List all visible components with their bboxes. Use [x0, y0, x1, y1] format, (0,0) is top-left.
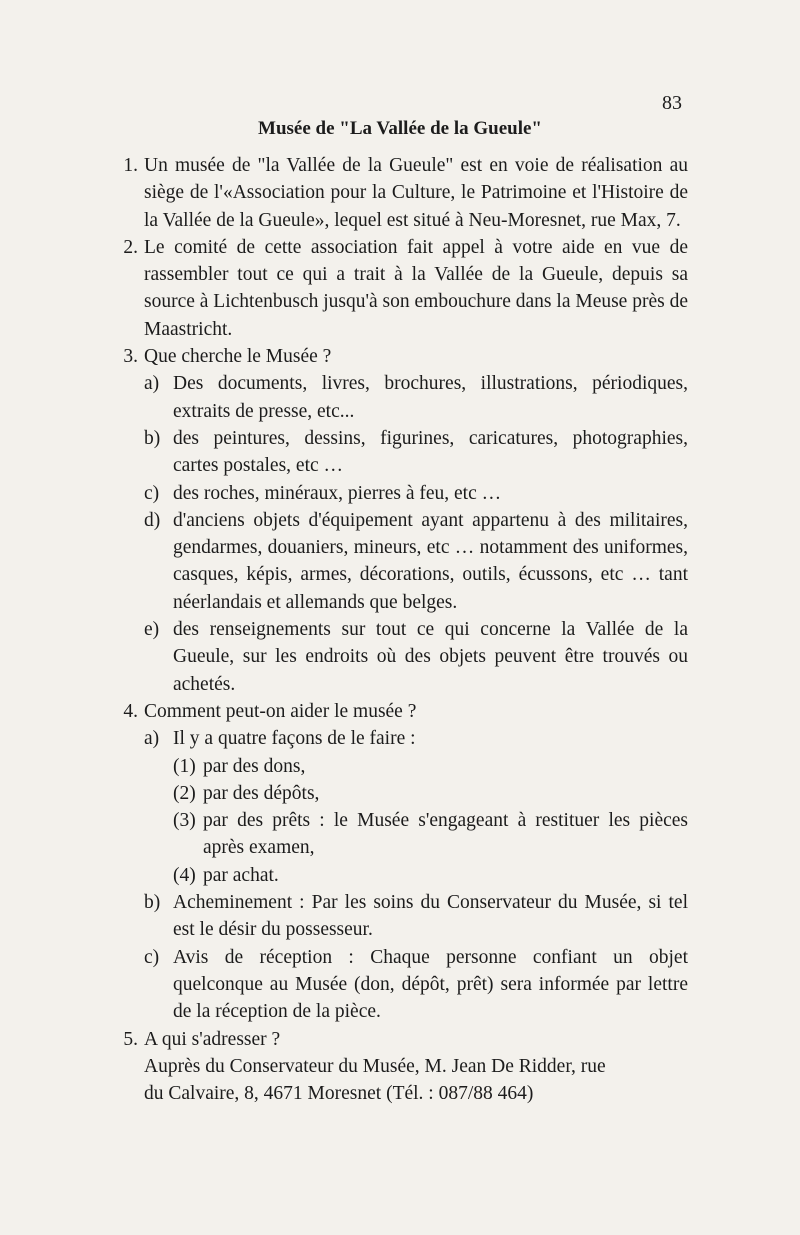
- list-item-3: [98, 343, 688, 698]
- list-item-2: [98, 234, 688, 343]
- sub-item-text: Acheminement : Par les soins du Conservateur du Musée, si tel est le désir du possesseur.: [173, 892, 688, 941]
- sub-item-label: a): [144, 373, 160, 395]
- sub-item-3d: [144, 507, 688, 616]
- address-line: du Calvaire, 8, 4671 Moresnet (Tél. : 087/88 464): [144, 1083, 534, 1105]
- sub-item-label: a): [144, 728, 160, 750]
- item-number: 4.: [123, 700, 138, 722]
- sub-item-4a: [144, 725, 688, 752]
- sub-item-3b: [144, 425, 688, 480]
- document-body: [98, 152, 688, 1107]
- list-item-1: [98, 152, 688, 234]
- way-label: (1): [173, 755, 196, 777]
- sub-item-4b: [144, 889, 688, 944]
- page-number: 83: [662, 92, 682, 114]
- sub-item-label: b): [144, 892, 161, 914]
- way-text: par des dons,: [203, 755, 306, 777]
- address-line: Auprès du Conservateur du Musée, M. Jean De Ridder, rue: [144, 1055, 606, 1077]
- item-number: 2.: [123, 236, 138, 258]
- sub-item-4c: [144, 944, 688, 1026]
- sub-item-text: Il y a quatre façons de le faire :: [173, 728, 416, 750]
- item-number: 3.: [123, 346, 138, 368]
- sub-item-3c: [144, 480, 688, 507]
- list-item-4: [98, 698, 688, 1026]
- sub-item-text: Avis de réception : Chaque personne confiant un objet quelconque au Musée (don, dépôt, prêt) sera informée par lettre de la réception de la pièce.: [173, 946, 688, 1023]
- item-text: A qui s'adresser ?: [144, 1028, 281, 1050]
- way-text: par achat.: [203, 864, 279, 886]
- sub-item-label: c): [144, 946, 160, 968]
- sub-item-text: Des documents, livres, brochures, illustrations, périodiques, extraits de presse, etc...: [173, 373, 688, 422]
- sub-item-label: c): [144, 482, 160, 504]
- sub-item-text: des roches, minéraux, pierres à feu, etc …: [173, 482, 502, 504]
- sub-item-label: d): [144, 509, 161, 531]
- way-item-3: [173, 807, 688, 862]
- sub-item-text: d'anciens objets d'équipement ayant appartenu à des militaires, gendarmes, douaniers, mineurs, etc … notamment des uniformes, casques, képis, armes, décorations, outils, écussons, etc … tant néerlandais et allemands que belges.: [173, 509, 688, 613]
- way-text: par des dépôts,: [203, 782, 320, 804]
- way-text: par des prêts : le Musée s'engageant à restituer les pièces après examen,: [203, 810, 688, 859]
- way-item-4: [173, 862, 688, 889]
- sub-item-label: e): [144, 619, 160, 641]
- way-label: (4): [173, 864, 196, 886]
- way-label: (2): [173, 782, 196, 804]
- sub-item-3a: [144, 370, 688, 425]
- sub-item-label: b): [144, 427, 161, 449]
- sub-item-text: des renseignements sur tout ce qui concerne la Vallée de la Gueule, sur les endroits où des objets peuvent être trouvés ou achetés.: [173, 619, 688, 695]
- way-item-1: [173, 753, 688, 780]
- item-text: Comment peut-on aider le musée ?: [144, 700, 417, 722]
- item-text: Que cherche le Musée ?: [144, 346, 332, 368]
- item-text: Un musée de "la Vallée de la Gueule" est en voie de réalisation au siège de l'«Association pour la Culture, le Patrimoine et l'Histoire de la Vallée de la Gueule», lequel est situé à Neu-Moresnet, rue Max, 7.: [144, 155, 688, 231]
- list-item-5: [98, 1026, 688, 1108]
- way-item-2: [173, 780, 688, 807]
- sub-item-3e: [144, 616, 688, 698]
- sub-item-text: des peintures, dessins, figurines, caricatures, photographies, cartes postales, etc …: [173, 427, 688, 477]
- item-number: 5.: [123, 1028, 138, 1050]
- item-text: Le comité de cette association fait appel à votre aide en vue de rassembler tout ce qui a trait à la Vallée de la Gueule, depuis sa source à Lichtenbusch jusqu'à son embouchure dans la Meuse près de Maastricht.: [144, 236, 688, 340]
- page-title: Musée de "La Vallée de la Gueule": [258, 118, 542, 139]
- item-number: 1.: [123, 155, 138, 176]
- way-label: (3): [173, 810, 196, 832]
